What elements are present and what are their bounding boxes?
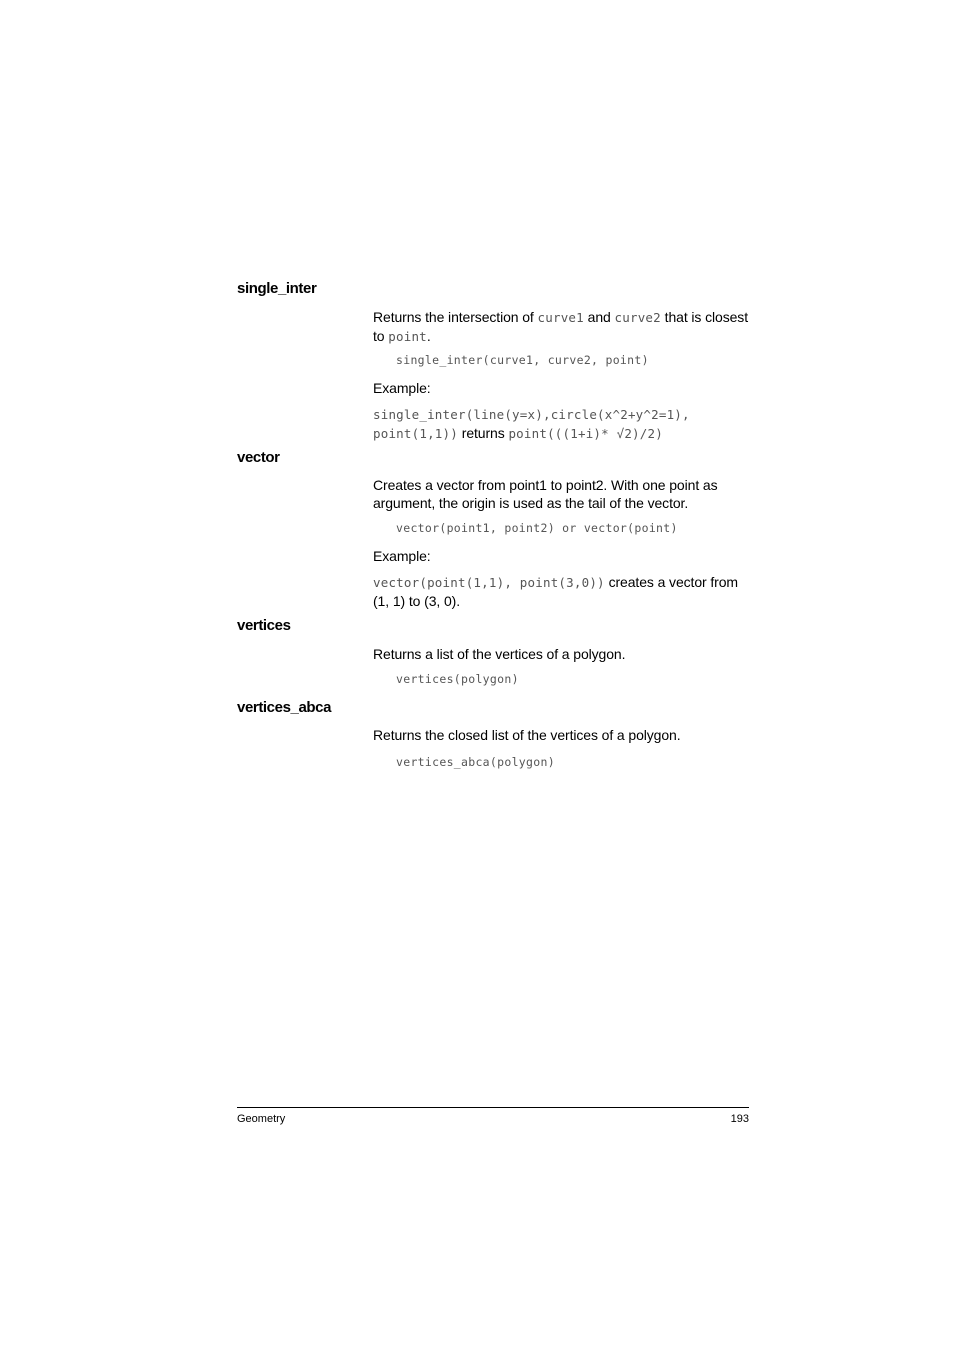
vertices-abca-syntax: vertices_abca(polygon) — [396, 755, 555, 769]
single-inter-description: Returns the intersection of curve1 and curve2 that is closest to point. — [373, 309, 748, 344]
vector-example-code: vector(point(1,1), point(3,0)) — [373, 575, 605, 590]
example-code-line2: point(1,1)) — [373, 426, 458, 441]
vertices-syntax: vertices(polygon) — [396, 672, 519, 686]
vertices-abca-description: Returns the closed list of the vertices of a polygon. — [373, 727, 681, 743]
single-inter-example: single_inter(line(y=x),circle(x^2+y^2=1), point(1,1)) returns point(((1+i)* √2)/2) — [373, 407, 690, 441]
vector-description: Creates a vector from point1 to point2. With one point as argument, the origin is used as the tail of the vector. — [373, 477, 718, 511]
code-point: point — [388, 329, 427, 344]
code-curve2: curve2 — [614, 310, 661, 325]
entry-title-single-inter: single_inter — [237, 280, 317, 297]
vector-example: vector(point(1,1), point(3,0)) creates a vector from (1, 1) to (3, 0). — [373, 574, 738, 609]
footer-divider — [237, 1107, 749, 1108]
entry-title-vertices-abca: vertices_abca — [237, 699, 332, 716]
vector-syntax: vector(point1, point2) or vector(point) — [396, 521, 678, 535]
single-inter-example-label: Example: — [373, 380, 431, 396]
vector-example-label: Example: — [373, 548, 431, 564]
example-result-code: point(((1+i)* √2)/2) — [508, 426, 663, 441]
example-code-line1: single_inter(line(y=x),circle(x^2+y^2=1), — [373, 407, 690, 422]
entry-title-vector: vector — [237, 449, 280, 466]
footer-section-name: Geometry — [237, 1113, 286, 1125]
footer-page-number: 193 — [730, 1113, 749, 1125]
code-curve1: curve1 — [537, 310, 584, 325]
entry-title-vertices: vertices — [237, 617, 291, 634]
vertices-description: Returns a list of the vertices of a polygon. — [373, 646, 626, 662]
single-inter-syntax: single_inter(curve1, curve2, point) — [396, 353, 649, 367]
